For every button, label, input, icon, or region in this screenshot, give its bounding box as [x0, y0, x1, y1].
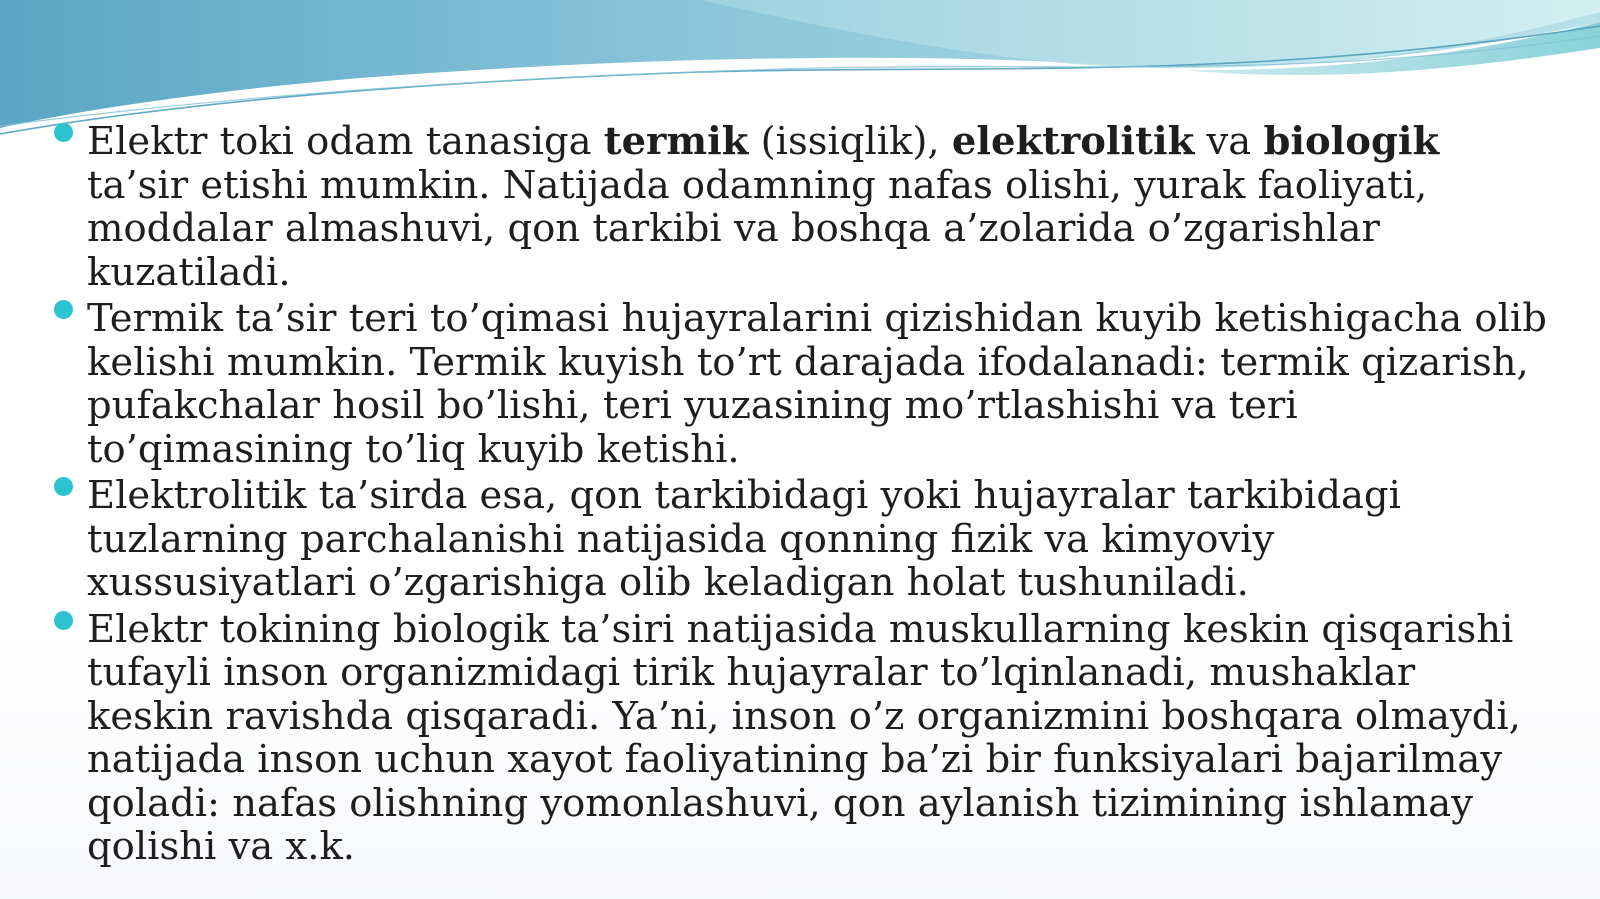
bullet-dot-icon [54, 611, 73, 630]
bullet-dot-icon [54, 123, 73, 142]
bullet-item [52, 297, 1552, 471]
bullet-item [52, 608, 1552, 869]
bullet-text-bold: biologik [1263, 119, 1440, 164]
bullet-item [52, 120, 1552, 294]
bullet-text-intro: Elektr toki odam tanasiga [87, 119, 604, 164]
bullet-dot-icon [54, 477, 73, 496]
bullet-text: Termik ta’sir teri to’qimasi hujayralarini qizishidan kuyib ketishigacha olib kelishi mumkin. Termik kuyish to’rt darajada ifodalanadi: termik qizarish, pufakchalar hosil bo’lishi, teri yuzasining mo’rtlashishi va teri to’qimasining to’liq kuyib ketishi. [87, 296, 1547, 472]
bullet-text: Elektrolitik ta’sirda esa, qon tarkibidagi yoki hujayralar tarkibidagi tuzlarning parchalanishi natijasida qonning fizik va kimyoviy xussusiyatlari o’zgarishiga olib keladigan holat tushuniladi. [87, 473, 1401, 605]
bullet-text: ta’sir etishi mumkin. Natijada odamning nafas olishi, yurak faoliyati, moddalar almashuvi, qon tarkibi va boshqa a’zolarida o’zgarishlar kuzatiladi. [87, 162, 1428, 295]
bullet-text-bold: termik [603, 119, 749, 164]
bullet-text: Elektr tokining biologik ta’siri natijasida muskullarning keskin qisqarishi tufayli inson organizmidagi tirik hujayralar to’lqinlanadi, mushaklar keskin ravishda qisqaradi. Ya’ni, inson o’z organizmini boshqara olmaydi, natijada inson uchun xayot faoliyatining ba’zi bir funksiyalari bajarilmay qoladi: nafas olishning yomonlashuvi, qon aylanish tizimining ishlamay qolishi va x.k. [87, 606, 1521, 869]
bullet-item [52, 474, 1552, 605]
bullet-dot-icon [54, 300, 73, 319]
bullet-text: (issiqlik), [748, 119, 952, 164]
bullet-list [52, 120, 1552, 872]
bullet-text: va [1194, 119, 1264, 164]
bullet-text-bold: elektrolitik [951, 119, 1195, 164]
